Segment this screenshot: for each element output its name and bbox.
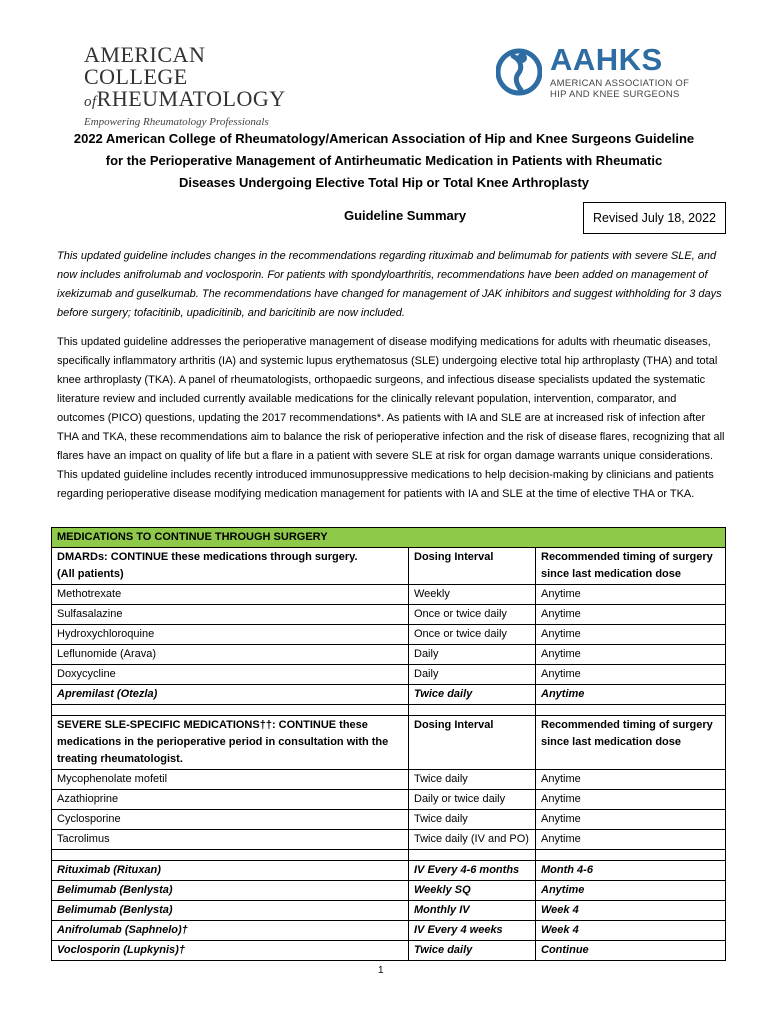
body-paragraph: This updated guideline addresses the perioperative management of disease modifying medications for adults with rheumatic diseases, specifically inflammatory arthritis (IA) and systemic lupus erythematosus (SLE) undergoing elective total hip arthroplasty (THA) and total knee arthroplasty (TKA). A panel of rheumatologists, orthopaedic surgeons, and infectious disease specialists updated the systematic literature review and included currently available medications for the clinically relevant population, intervention, comparator, and outcomes (PICO) questions, updating the 2017 recommendations*. As patients with IA and SLE are at increased risk of infection after THA and TKA, these recommendations aim to balance the risk of perioperative infection and the risk of disease flares, recognizing that all flares have an impact on quality of life but a flare in a patient with severe SLE at risk for organ damage warrants unique considerations. This updated guideline includes recently introduced immunosuppressive medications to help decision-making by clinicians and patients regarding perioperative disease modifying medication management for patients with IA and SLE at the time of elective THA or TKA. (57, 336, 725, 500)
table-row: Leflunomide (Arava) Daily Anytime (52, 645, 726, 665)
table-row: Anifrolumab (Saphnelo)† IV Every 4 weeks Week 4 (52, 921, 726, 941)
section-title: MEDICATIONS TO CONTINUE THROUGH SURGERY (52, 528, 726, 548)
table-row: Sulfasalazine Once or twice daily Anytime (52, 605, 726, 625)
sle-header-row: SEVERE SLE-SPECIFIC MEDICATIONS††: CONTINUE these medications in the perioperative period in consultation with the treating rheumatologist. Dosing Interval Recommended timing of surgery since last medication dose (52, 716, 726, 770)
spacer-row (52, 850, 726, 861)
page-title: 2022 American College of Rheumatology/American Association of Hip and Knee Surgeons Guideline for the Perioperative Management of Antirheumatic Medication in Patients with Rheumatic Diseases Undergoing Elective Total Hip or Total Knee Arthroplasty (73, 131, 695, 190)
acr-tagline: Empowering Rheumatology Professionals (84, 116, 269, 128)
aahks-emblem-icon (496, 44, 542, 100)
table-row: Belimumab (Benlysta) Monthly IV Week 4 (52, 901, 726, 921)
table-row: Apremilast (Otezla) Twice daily Anytime (52, 685, 726, 705)
table-row: Voclosporin (Lupkynis)† Twice daily Continue (52, 941, 726, 961)
acr-logo-line2: ofRHEUMATOLOGY (84, 86, 286, 111)
aahks-subtitle: AMERICAN ASSOCIATION OF HIP AND KNEE SURGEONS (550, 78, 690, 100)
acr-logo-line1: AMERICAN COLLEGE (84, 42, 206, 89)
aahks-logo (496, 42, 706, 106)
revised-date-box: Revised July 18, 2022 (583, 202, 726, 234)
guideline-summary-heading: Guideline Summary (343, 208, 467, 223)
intro-paragraph: This updated guideline includes changes in the recommendations regarding rituximab and belimumab for patients with severe SLE, and now includes anifrolumab and voclosporin. For patients with spondyloarthritis, recommendations have been added on management of ixekizumab and guselkumab. The recommendations have changed for management of JAK inhibitors and suggest withholding for 3 days before surgery; tofacitinib, upadicitinib, and baricitinib are now included. (57, 250, 722, 319)
spacer-row (52, 705, 726, 716)
table-row: Hydroxychloroquine Once or twice daily Anytime (52, 625, 726, 645)
table-row: Mycophenolate mofetil Twice daily Anytime (52, 770, 726, 790)
dmards-header-row: DMARDs: CONTINUE these medications through surgery. (All patients) Dosing Interval Recommended timing of surgery since last medication dose (52, 548, 726, 585)
page-number: 1 (378, 965, 384, 976)
section-header-row (52, 528, 726, 548)
table-row: Tacrolimus Twice daily (IV and PO) Anytime (52, 830, 726, 850)
medications-table (51, 527, 726, 961)
table-row: Cyclosporine Twice daily Anytime (52, 810, 726, 830)
table-row: Belimumab (Benlysta) Weekly SQ Anytime (52, 881, 726, 901)
table-row: Rituximab (Rituxan) IV Every 4-6 months Month 4-6 (52, 861, 726, 881)
acr-logo (84, 44, 284, 128)
table-row: Doxycycline Daily Anytime (52, 665, 726, 685)
table-row: Methotrexate Weekly Anytime (52, 585, 726, 605)
table-row: Azathioprine Daily or twice daily Anytime (52, 790, 726, 810)
aahks-name: AAHKS (550, 42, 663, 77)
